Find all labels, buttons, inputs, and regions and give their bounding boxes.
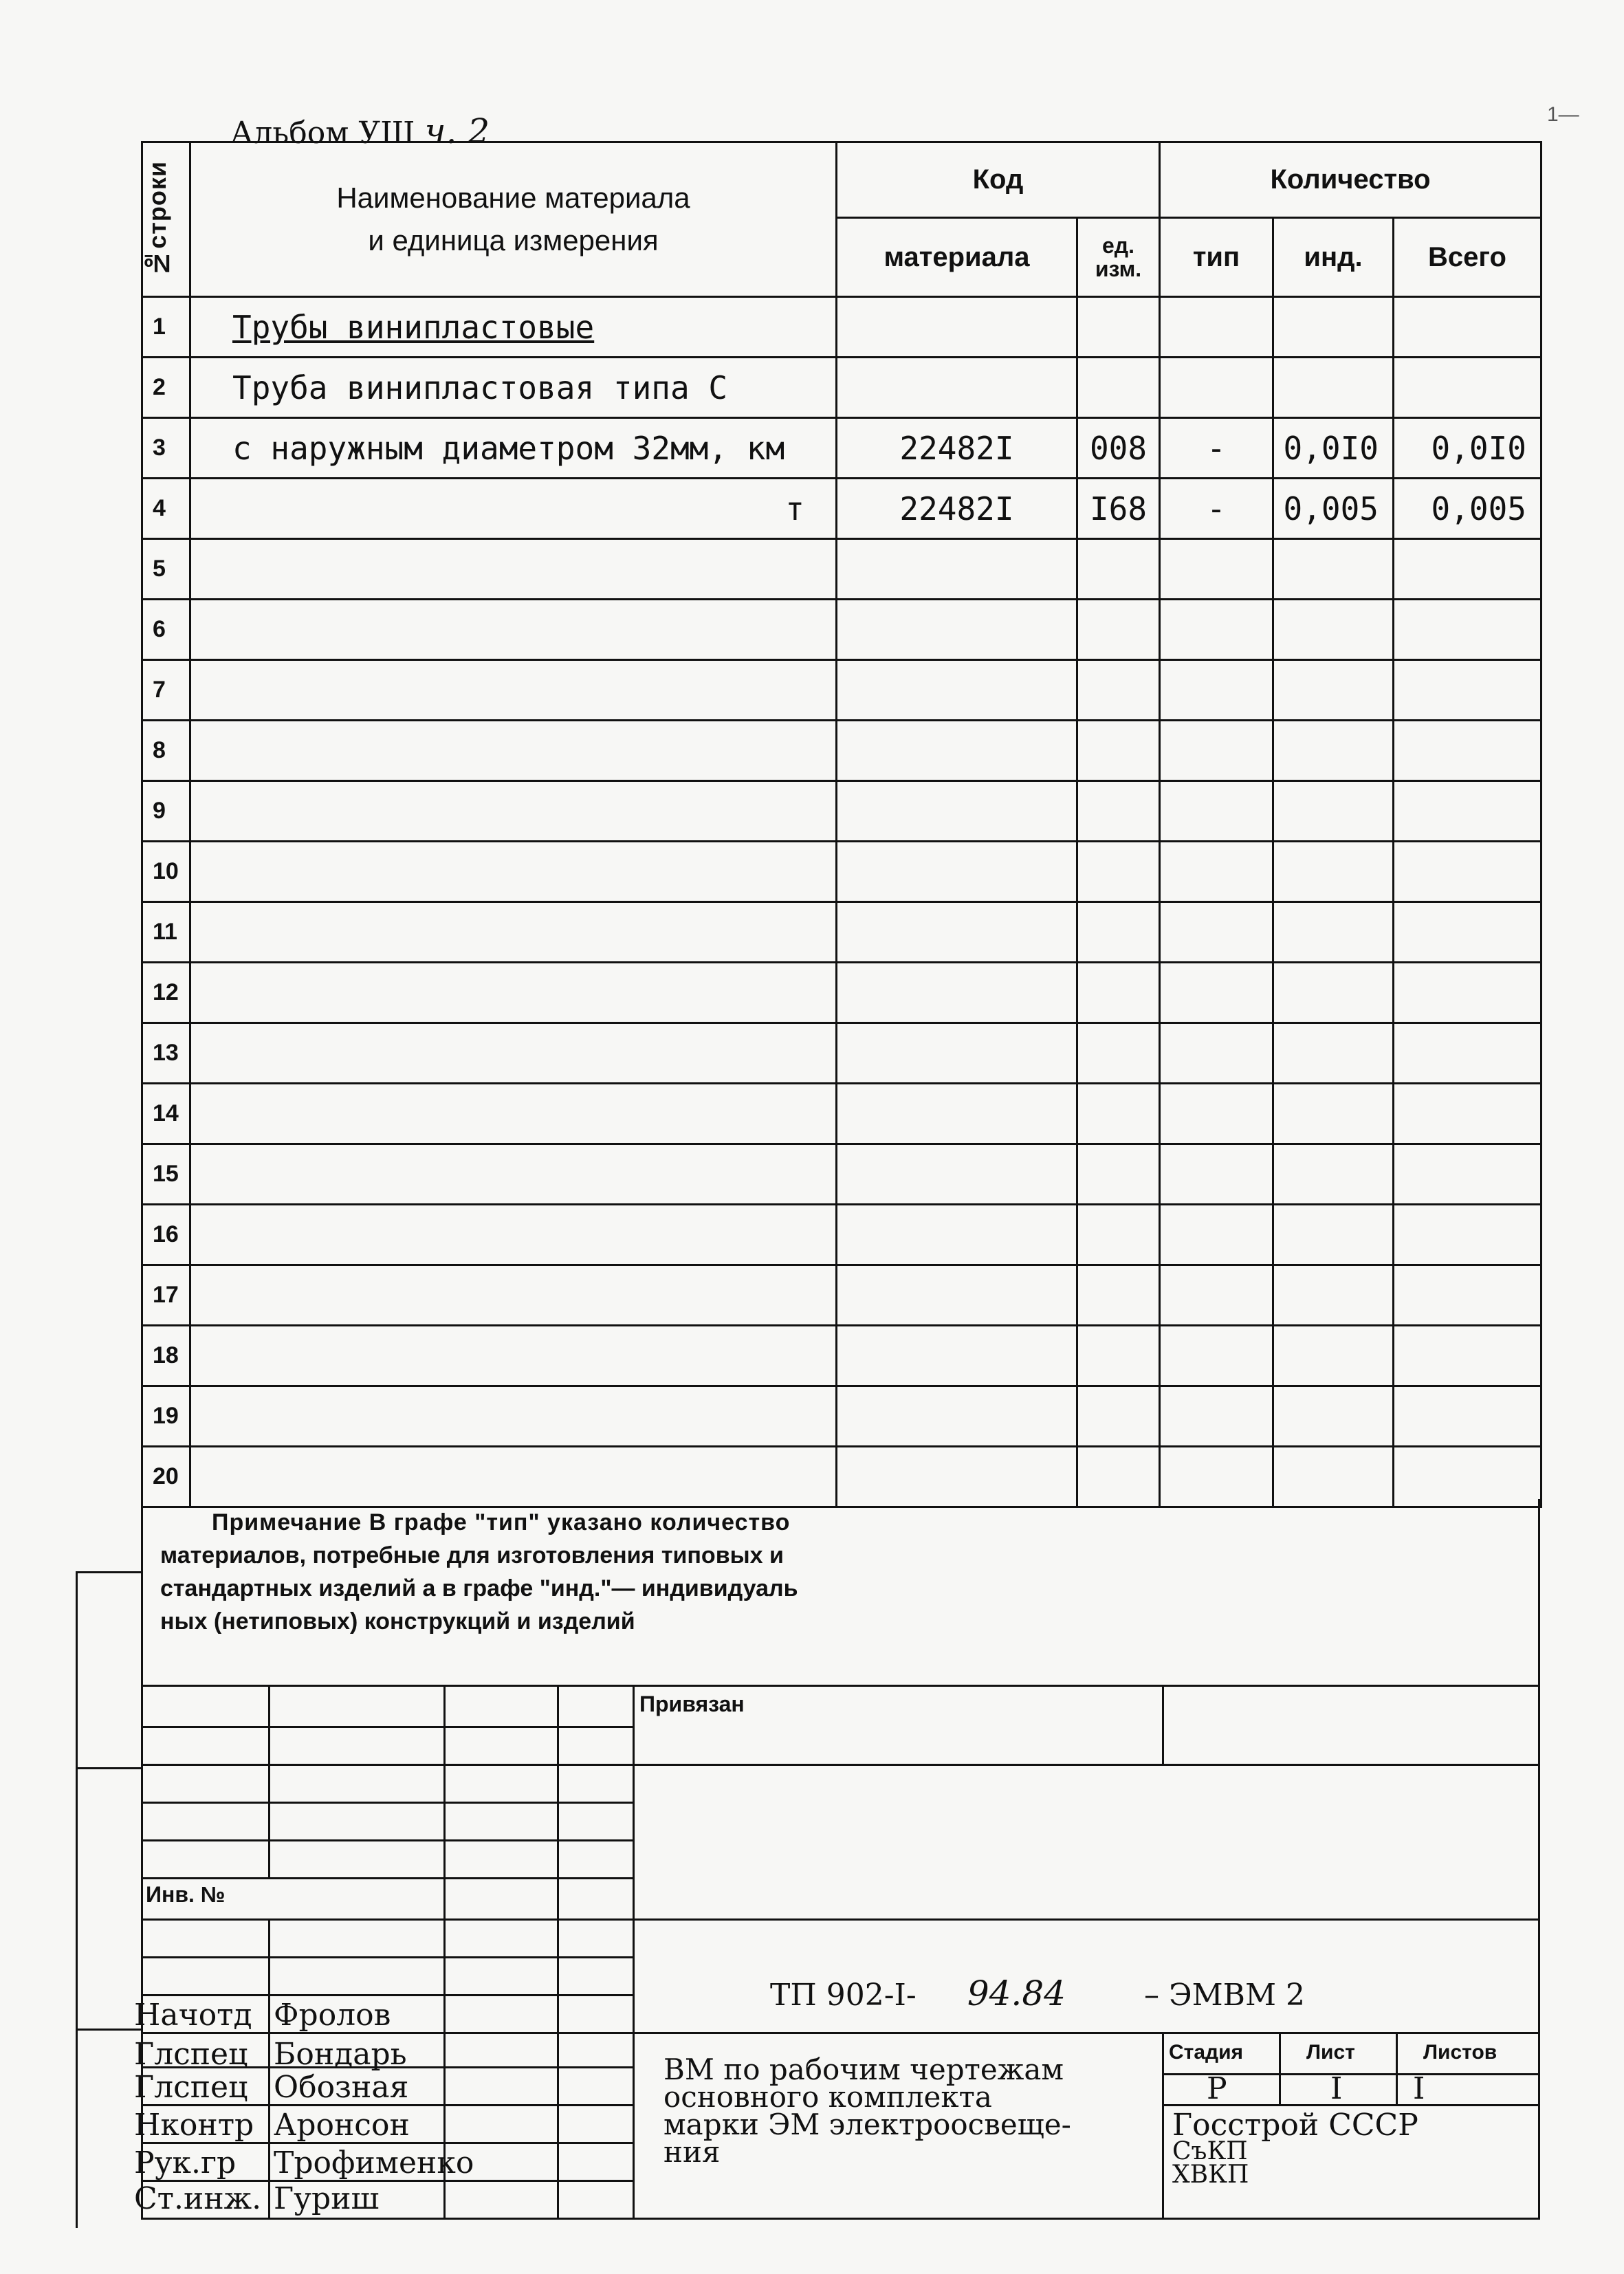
qty-total [1394, 721, 1541, 781]
qty-total [1394, 1144, 1541, 1205]
grid-line [141, 1839, 633, 1841]
table-row [142, 539, 1541, 600]
unit-code [1077, 1023, 1160, 1084]
header-code-material: материала [837, 218, 1077, 297]
qty-total [1394, 842, 1541, 902]
unit-code [1077, 902, 1160, 963]
grid-line [141, 1918, 1540, 1921]
material-code [837, 1023, 1077, 1084]
row-number: 20 [142, 1447, 190, 1507]
qty-ind: 0,0I0 [1273, 418, 1394, 479]
qty-ind [1273, 721, 1394, 781]
row-number: 11 [142, 902, 190, 963]
material-name: Труба винипластовая типа С [190, 358, 837, 418]
qty-type [1160, 1084, 1273, 1144]
material-name [190, 902, 837, 963]
qty-total [1394, 1447, 1541, 1507]
document-number-hand: 94.84 [967, 1974, 1066, 2013]
qty-ind [1273, 1205, 1394, 1265]
qty-ind [1273, 902, 1394, 963]
album-part-handwritten: ч. 2 [424, 111, 490, 151]
material-name: Трубы винипластовые [190, 297, 837, 358]
qty-type [1160, 1205, 1273, 1265]
qty-type [1160, 842, 1273, 902]
qty-total: 0,005 [1394, 479, 1541, 539]
margin-line [76, 2029, 141, 2031]
qty-ind [1273, 1386, 1394, 1447]
header-row-number-text: №строки [143, 161, 171, 278]
grid-line [268, 1918, 270, 2220]
row-number: 16 [142, 1205, 190, 1265]
signature-name: Аронсон [274, 2108, 410, 2143]
qty-ind [1273, 1023, 1394, 1084]
material-code [837, 1144, 1077, 1205]
row-number: 4 [142, 479, 190, 539]
unit-code [1077, 1386, 1160, 1447]
table-row [142, 1144, 1541, 1205]
unit-code [1077, 963, 1160, 1023]
margin-line [76, 1571, 141, 1573]
material-name [190, 600, 837, 660]
material-code [837, 358, 1077, 418]
grid-line [141, 1802, 633, 1804]
material-code [837, 1447, 1077, 1507]
qty-type [1160, 902, 1273, 963]
unit-code: 008 [1077, 418, 1160, 479]
grid-line [1396, 2032, 1398, 2104]
margin-line [76, 1571, 78, 2228]
qty-total [1394, 600, 1541, 660]
qty-type [1160, 1144, 1273, 1205]
unit-code [1077, 842, 1160, 902]
material-code [837, 1326, 1077, 1386]
qty-total [1394, 358, 1541, 418]
row-number: 8 [142, 721, 190, 781]
sheet-label: Лист [1306, 2041, 1355, 2064]
qty-type: - [1160, 479, 1273, 539]
material-name [190, 1447, 837, 1507]
frame-line [1538, 1499, 1540, 2220]
sheets-label: Листов [1423, 2041, 1497, 2064]
header-row-number [142, 142, 190, 297]
table-row [142, 1447, 1541, 1507]
row-number: 10 [142, 842, 190, 902]
qty-ind: 0,005 [1273, 479, 1394, 539]
material-name [190, 1144, 837, 1205]
table-row [142, 418, 1541, 479]
document-number [770, 1974, 1305, 2013]
organization-line: Госстрой СССР [1172, 2108, 1418, 2143]
signature-role: Нконтр [134, 2108, 254, 2143]
material-name: т [190, 479, 837, 539]
qty-total [1394, 297, 1541, 358]
signature-role: Рук.гр [134, 2145, 237, 2180]
material-code [837, 600, 1077, 660]
stage-value: Р [1207, 2071, 1227, 2106]
table-row [142, 600, 1541, 660]
material-code [837, 1084, 1077, 1144]
table-row [142, 660, 1541, 721]
stage-label: Стадия [1169, 2041, 1244, 2064]
album-label-text: Альбом УШ [230, 116, 415, 151]
signature-name: Бондарь [274, 2037, 407, 2072]
inventory-number-label: Инв. № [146, 1882, 226, 1907]
material-name [190, 660, 837, 721]
qty-type [1160, 1386, 1273, 1447]
materials-table [141, 141, 1542, 1508]
material-name: с наружным диаметром 32мм, км [190, 418, 837, 479]
grid-line [1279, 2032, 1281, 2104]
qty-ind [1273, 1265, 1394, 1326]
table-row [142, 781, 1541, 842]
material-name [190, 781, 837, 842]
qty-ind [1273, 1447, 1394, 1507]
qty-ind [1273, 963, 1394, 1023]
qty-ind [1273, 842, 1394, 902]
qty-type [1160, 1265, 1273, 1326]
material-code [837, 781, 1077, 842]
row-number: 17 [142, 1265, 190, 1326]
qty-type: - [1160, 418, 1273, 479]
qty-total [1394, 660, 1541, 721]
frame-line [141, 1685, 1540, 1687]
organization [1172, 2108, 1418, 2189]
sheet-value: I [1330, 2071, 1343, 2106]
sheets-value: I [1413, 2071, 1425, 2106]
table-row [142, 1023, 1541, 1084]
row-number: 3 [142, 418, 190, 479]
document-number-suffix: – ЭМВМ 2 [1143, 1978, 1306, 2013]
material-name [190, 539, 837, 600]
table-row [142, 1386, 1541, 1447]
description-line: марки ЭМ электроосвеще- [663, 2108, 1071, 2141]
qty-type [1160, 1447, 1273, 1507]
qty-total: 0,0I0 [1394, 418, 1541, 479]
signature-name: Трофименко [274, 2145, 474, 2180]
grid-line [268, 1685, 270, 1877]
table-row [142, 1205, 1541, 1265]
table-row [142, 963, 1541, 1023]
description-line: ВМ по рабочим чертежам [663, 2053, 1064, 2086]
qty-type [1160, 781, 1273, 842]
qty-total [1394, 963, 1541, 1023]
table-row [142, 1326, 1541, 1386]
material-name [190, 1084, 837, 1144]
header-name-line1: Наименование материала [336, 182, 690, 214]
unit-code [1077, 781, 1160, 842]
frame-line [141, 1499, 143, 1685]
header-qty-total: Всего [1394, 218, 1541, 297]
material-name [190, 1023, 837, 1084]
material-code [837, 1386, 1077, 1447]
header-quantity: Количество [1160, 142, 1541, 218]
qty-type [1160, 721, 1273, 781]
header-material-name [190, 142, 837, 297]
header-code: Код [837, 142, 1160, 218]
table-row [142, 297, 1541, 358]
qty-total [1394, 1084, 1541, 1144]
header-qty-type: тип [1160, 218, 1273, 297]
qty-ind [1273, 781, 1394, 842]
material-code [837, 902, 1077, 963]
signature-name: Обозная [274, 2070, 409, 2105]
material-name [190, 1326, 837, 1386]
qty-ind [1273, 600, 1394, 660]
row-number: 1 [142, 297, 190, 358]
header-code-unit: ед. изм. [1077, 218, 1160, 297]
row-number: 7 [142, 660, 190, 721]
row-number: 5 [142, 539, 190, 600]
signature-role: Ст.инж. [134, 2181, 262, 2216]
qty-type [1160, 600, 1273, 660]
row-number: 15 [142, 1144, 190, 1205]
row-number: 18 [142, 1326, 190, 1386]
qty-ind [1273, 297, 1394, 358]
row-number: 9 [142, 781, 190, 842]
signature-name: Гуриш [274, 2181, 380, 2216]
qty-type [1160, 539, 1273, 600]
qty-type [1160, 1023, 1273, 1084]
unit-code [1077, 660, 1160, 721]
grid-line [141, 1994, 633, 1996]
table-row [142, 902, 1541, 963]
qty-total [1394, 539, 1541, 600]
material-code [837, 539, 1077, 600]
qty-type [1160, 358, 1273, 418]
table-row [142, 479, 1541, 539]
unit-code: I68 [1077, 479, 1160, 539]
material-code [837, 1265, 1077, 1326]
row-number: 19 [142, 1386, 190, 1447]
qty-type [1160, 297, 1273, 358]
organization-line: СъКП [1172, 2137, 1248, 2165]
material-name [190, 1265, 837, 1326]
qty-total [1394, 902, 1541, 963]
note-block [141, 1499, 1540, 1685]
frame-line [141, 2218, 1540, 2220]
qty-total [1394, 1265, 1541, 1326]
grid-line [141, 1877, 633, 1879]
grid-line [141, 1764, 1540, 1766]
qty-type [1160, 963, 1273, 1023]
signature-role: Глспец [134, 2070, 248, 2105]
qty-total [1394, 1326, 1541, 1386]
margin-line [76, 1767, 141, 1769]
header-qty-ind: инд. [1273, 218, 1394, 297]
unit-code [1077, 721, 1160, 781]
material-code [837, 660, 1077, 721]
material-code: 22482I [837, 479, 1077, 539]
material-code [837, 842, 1077, 902]
material-code: 22482I [837, 418, 1077, 479]
qty-ind [1273, 539, 1394, 600]
unit-code [1077, 1447, 1160, 1507]
qty-ind [1273, 1326, 1394, 1386]
note-line1: Примечание В графе "тип" указано количество [212, 1509, 791, 1535]
row-number: 14 [142, 1084, 190, 1144]
row-number: 13 [142, 1023, 190, 1084]
qty-ind [1273, 660, 1394, 721]
grid-line [1162, 2032, 1164, 2220]
row-number: 12 [142, 963, 190, 1023]
unit-code [1077, 1326, 1160, 1386]
attached-label: Привязан [639, 1692, 745, 1716]
row-number: 6 [142, 600, 190, 660]
table-row [142, 842, 1541, 902]
unit-code [1077, 297, 1160, 358]
row-number: 2 [142, 358, 190, 418]
grid-line [1162, 1685, 1164, 1764]
qty-total [1394, 1205, 1541, 1265]
note-line4: ных (нетиповых) конструкций и изделий [160, 1608, 635, 1635]
material-name [190, 721, 837, 781]
corner-mark: 1— [1547, 103, 1579, 126]
grid-line [141, 1956, 633, 1958]
qty-total [1394, 1386, 1541, 1447]
unit-code [1077, 1205, 1160, 1265]
unit-code [1077, 1265, 1160, 1326]
unit-code [1077, 539, 1160, 600]
table-row [142, 721, 1541, 781]
header-name-line2: и единица измерения [368, 224, 659, 256]
qty-total [1394, 1023, 1541, 1084]
material-name [190, 1205, 837, 1265]
table-row [142, 358, 1541, 418]
qty-type [1160, 660, 1273, 721]
organization-line: ХВКП [1172, 2161, 1249, 2189]
material-name [190, 963, 837, 1023]
note-line3: стандартных изделий а в графе "инд."— индивидуаль [160, 1575, 798, 1601]
material-name [190, 842, 837, 902]
document-description [663, 2053, 1071, 2169]
material-code [837, 1205, 1077, 1265]
qty-ind [1273, 1144, 1394, 1205]
description-line: ния [663, 2135, 721, 2169]
qty-ind [1273, 358, 1394, 418]
signature-role: Начотд [134, 1998, 252, 2033]
description-line: основного комплекта [663, 2080, 992, 2114]
qty-ind [1273, 1084, 1394, 1144]
unit-code [1077, 1084, 1160, 1144]
unit-code [1077, 358, 1160, 418]
material-code [837, 721, 1077, 781]
qty-type [1160, 1326, 1273, 1386]
table-row [142, 1265, 1541, 1326]
material-code [837, 963, 1077, 1023]
signature-name: Фролов [274, 1998, 391, 2033]
qty-total [1394, 781, 1541, 842]
signature-role: Глспец [134, 2037, 248, 2072]
grid-line [141, 1726, 633, 1728]
note-line2: материалов, потребные для изготовления типовых и [160, 1542, 784, 1568]
material-code [837, 297, 1077, 358]
material-name [190, 1386, 837, 1447]
table-row [142, 1084, 1541, 1144]
document-number-prefix: ТП 902-I- [770, 1978, 917, 2013]
unit-code [1077, 1144, 1160, 1205]
unit-code [1077, 600, 1160, 660]
